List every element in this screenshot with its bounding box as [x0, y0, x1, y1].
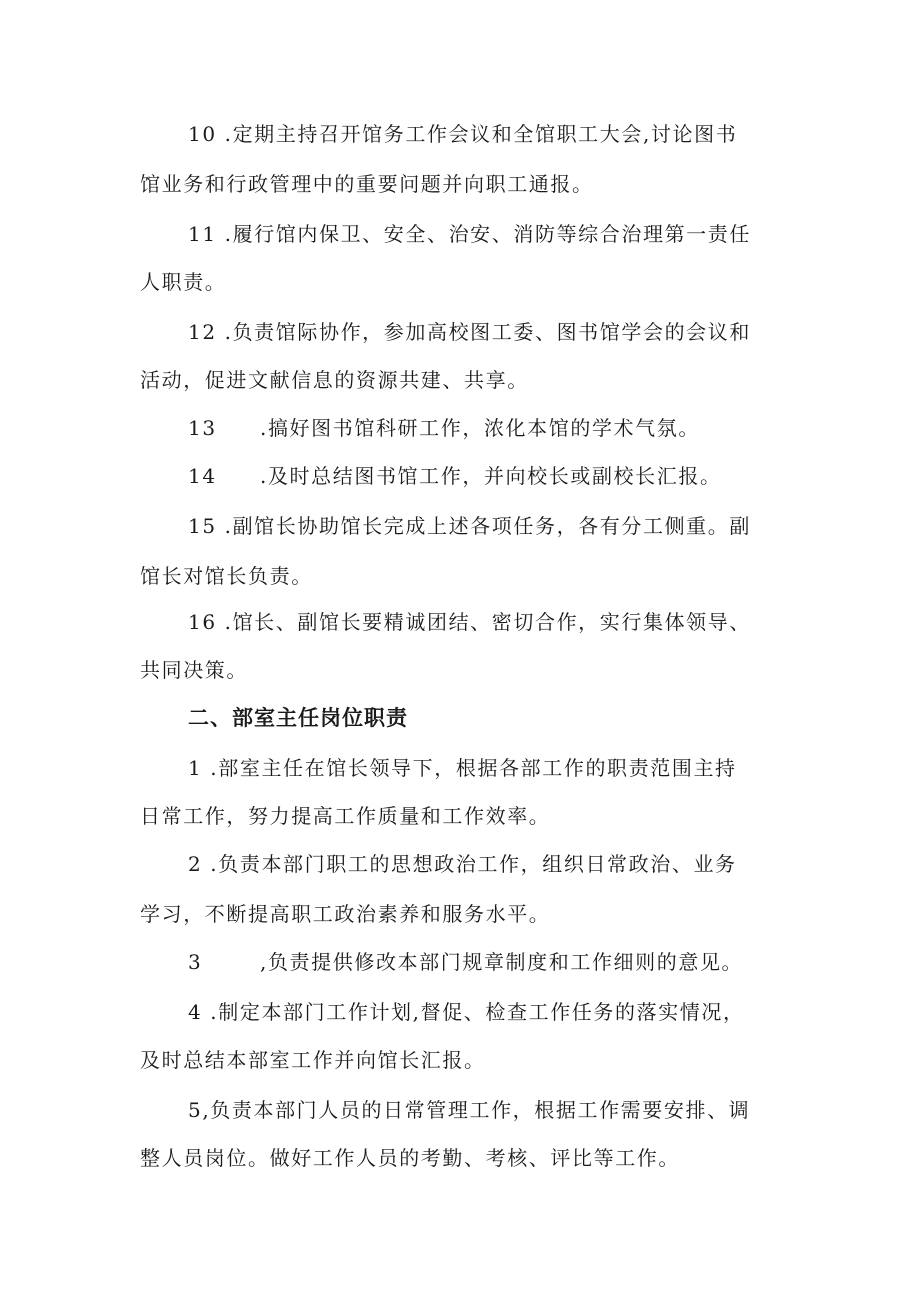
item-text: ,负责本部门人员的日常管理工作，根据工作需要安排、调	[202, 1098, 751, 1122]
item-1-line-1	[188, 754, 920, 782]
item-12-line-1	[188, 318, 920, 346]
item-text: .负责本部门职工的思想政治工作，组织日常政治、业务	[202, 852, 737, 876]
item-10-line-1	[188, 120, 920, 148]
item-text: .搞好图书馆科研工作，浓化本馆的学术气氛。	[260, 416, 700, 440]
item-15-line-2: 馆长对馆长负责。	[140, 564, 313, 588]
item-text: .副馆长协助馆长完成上述各项任务，各有分工侧重。副	[216, 514, 751, 538]
item-number: 2	[188, 852, 203, 876]
item-11-line-1	[188, 220, 920, 248]
item-number: 14	[188, 464, 217, 488]
item-16-line-1	[188, 608, 920, 636]
item-number: 10	[188, 122, 217, 146]
item-number: 4	[188, 1000, 203, 1024]
item-number: 16	[188, 610, 217, 634]
item-14-line-1	[188, 462, 920, 490]
item-5-line-1	[188, 1096, 920, 1124]
item-text: .部室主任在馆长领导下，根据各部工作的职责范围主持	[202, 756, 737, 780]
item-number: 3	[188, 950, 203, 974]
item-text: .及时总结图书馆工作，并向校长或副校长汇报。	[260, 464, 722, 488]
item-2-line-2: 学习，不断提高职工政治素养和服务水平。	[140, 902, 551, 926]
item-text: ,负责提供修改本部门规章制度和工作细则的意见。	[260, 950, 744, 974]
item-number: 11	[188, 222, 217, 246]
item-text: .负责馆际协作，参加高校图工委、图书馆学会的会议和	[216, 320, 751, 344]
item-number: 5	[188, 1098, 203, 1122]
item-16-line-2: 共同决策。	[140, 658, 248, 682]
section-heading: 二、部室主任岗位职责	[188, 706, 408, 730]
item-text: .制定本部门工作计划,督促、检查工作任务的落实情况，	[202, 1000, 745, 1024]
item-13-line-1	[188, 414, 920, 442]
item-1-line-2: 日常工作，努力提高工作质量和工作效率。	[140, 804, 551, 828]
item-number: 12	[188, 320, 217, 344]
item-text: .履行馆内保卫、安全、治安、消防等综合治理第一责任	[216, 222, 751, 246]
item-15-line-1	[188, 512, 920, 540]
item-11-line-2: 人职责。	[140, 270, 227, 294]
item-number: 15	[188, 514, 217, 538]
item-text: .馆长、副馆长要精诚团结、密切合作，实行集体领导、	[216, 610, 751, 634]
item-number: 1	[188, 756, 203, 780]
item-5-line-2: 整人员岗位。做好工作人员的考勤、考核、评比等工作。	[140, 1146, 680, 1170]
item-3-line-1	[188, 948, 920, 976]
item-12-line-2: 活动，促进文献信息的资源共建、共享。	[140, 368, 529, 392]
item-10-line-2: 馆业务和行政管理中的重要问题并向职工通报。	[140, 172, 594, 196]
item-2-line-1	[188, 850, 920, 878]
item-4-line-2: 及时总结本部室工作并向馆长汇报。	[140, 1048, 486, 1072]
item-text: .定期主持召开馆务工作会议和全馆职工大会,讨论图书	[216, 122, 738, 146]
item-number: 13	[188, 416, 217, 440]
item-4-line-1	[188, 998, 920, 1026]
